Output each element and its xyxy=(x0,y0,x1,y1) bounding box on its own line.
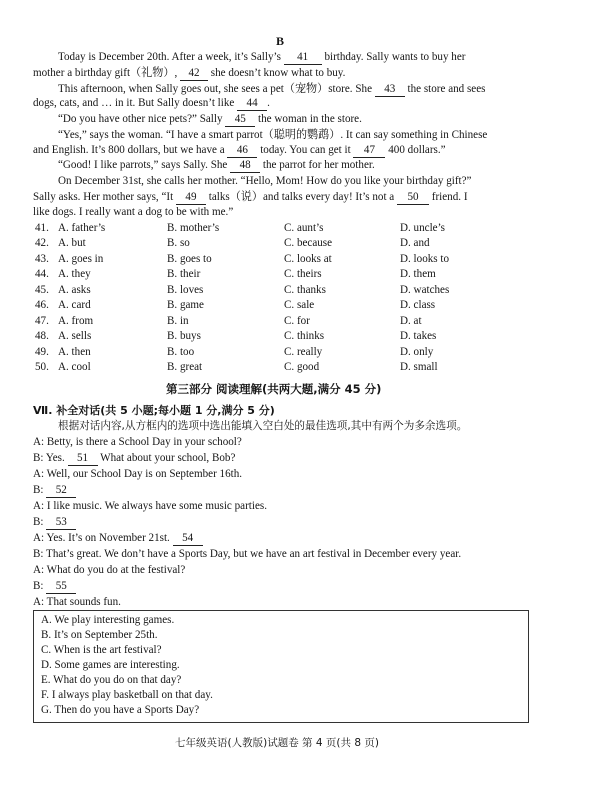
page-footer: 七年级英语(人教版)试题卷 第 4 页(共 8 页) xyxy=(175,737,379,749)
q42-num: 42. xyxy=(35,237,49,249)
dialogue-line: B: 52 xyxy=(33,484,76,498)
choice-c: C. When is the art festival? xyxy=(41,644,162,656)
blank-43: 43 xyxy=(375,84,405,97)
q48-a: A. sells xyxy=(58,330,92,342)
passage-line-9: On December 31st, she calls her mother. “Hello, Mom! How do you like your birthday gift?” xyxy=(58,175,472,187)
q48-num: 48. xyxy=(35,330,49,342)
q41-a: A. father’s xyxy=(58,222,106,234)
choice-f: F. I always play basketball on that day. xyxy=(41,689,213,701)
q41-d: D. uncle’s xyxy=(400,222,445,234)
blank-55: 55 xyxy=(46,581,76,594)
blank-47: 47 xyxy=(353,145,385,158)
q47-d: D. at xyxy=(400,315,422,327)
q44-a: A. they xyxy=(58,268,91,280)
q50-d: D. small xyxy=(400,361,438,373)
section-vii-instructions: 根据对话内容,从方框内的选项中选出能填入空白处的最佳选项,其中有两个为多余选项。 xyxy=(58,420,468,432)
passage-line-5: “Do you have other nice pets?” Sally 45 the woman in the store. xyxy=(58,113,362,125)
q50-c: C. good xyxy=(284,361,320,373)
blank-42: 42 xyxy=(180,68,208,81)
q50-num: 50. xyxy=(35,361,49,373)
blank-46: 46 xyxy=(227,145,257,158)
passage-line-8: “Good! I like parrots,” says Sally. She 48 the parrot for her mother. xyxy=(58,159,375,171)
passage-line-4: dogs, cats, and … in it. But Sally doesn’t like 44 . xyxy=(33,97,270,109)
dialogue-line: A: Well, our School Day is on September 16th. xyxy=(33,468,243,480)
passage-line-10: Sally asks. Her mother says, “It 49 talks（说）and talks every day! It’s not a 50 friend. I xyxy=(33,190,468,203)
q45-a: A. asks xyxy=(58,284,91,296)
dialogue-line: B: 53 xyxy=(33,516,76,530)
dialogue-line: A: What do you do at the festival? xyxy=(33,564,186,576)
q42-c: C. because xyxy=(284,237,333,249)
q41-c: C. aunt’s xyxy=(284,222,324,234)
section-letter: B xyxy=(276,34,285,48)
blank-51: 51 xyxy=(68,453,98,466)
q43-b: B. goes to xyxy=(167,253,212,265)
q46-a: A. card xyxy=(58,299,91,311)
q41-num: 41. xyxy=(35,222,49,234)
q49-a: A. then xyxy=(58,346,91,358)
q44-c: C. theirs xyxy=(284,268,322,280)
passage-line-7: and English. It’s 800 dollars, but we have a 46 today. You can get it 47 400 dollars.” xyxy=(33,144,446,156)
q43-num: 43. xyxy=(35,253,49,265)
q46-c: C. sale xyxy=(284,299,315,311)
q43-a: A. goes in xyxy=(58,253,104,265)
q49-c: C. really xyxy=(284,346,323,358)
q44-num: 44. xyxy=(35,268,49,280)
blank-44: 44 xyxy=(237,98,267,111)
section-vii-title: Ⅶ. 补全对话(共 5 小题;每小题 1 分,满分 5 分) xyxy=(33,404,275,417)
q47-a: A. from xyxy=(58,315,94,327)
q46-num: 46. xyxy=(35,299,49,311)
q49-num: 49. xyxy=(35,346,49,358)
blank-48: 48 xyxy=(230,160,260,173)
q42-b: B. so xyxy=(167,237,190,249)
q50-b: B. great xyxy=(167,361,203,373)
dialogue-line: B: That’s great. We don’t have a Sports Day, but we have an art festival in December every year. xyxy=(33,548,462,560)
q45-d: D. watches xyxy=(400,284,450,296)
q46-b: B. game xyxy=(167,299,204,311)
blank-45: 45 xyxy=(225,114,255,127)
choice-b: B. It’s on September 25th. xyxy=(41,629,158,641)
q47-num: 47. xyxy=(35,315,49,327)
q50-a: A. cool xyxy=(58,361,91,373)
q42-a: A. but xyxy=(58,237,86,249)
q48-b: B. buys xyxy=(167,330,201,342)
q46-d: D. class xyxy=(400,299,436,311)
q45-c: C. thanks xyxy=(284,284,326,296)
q45-num: 45. xyxy=(35,284,49,296)
blank-41: 41 xyxy=(284,52,322,65)
blank-54: 54 xyxy=(173,533,203,546)
q49-d: D. only xyxy=(400,346,434,358)
dialogue-line: A: Betty, is there a School Day in your school? xyxy=(33,436,242,448)
q47-c: C. for xyxy=(284,315,310,327)
choice-e: E. What do you do on that day? xyxy=(41,674,182,686)
passage-line-11: like dogs. I really want a dog to be with me.” xyxy=(33,206,234,218)
choices-box xyxy=(33,610,529,723)
blank-50: 50 xyxy=(397,192,429,205)
passage-line-6: “Yes,” says the woman. “I have a smart parrot（聪明的鹦鹉）. It can say something in Chinese xyxy=(58,128,488,141)
dialogue-line: B: Yes. 51 What about your school, Bob? xyxy=(33,452,236,464)
q49-b: B. too xyxy=(167,346,195,358)
passage-line-2: mother a birthday gift（礼物）, 42 she doesn’t know what to buy. xyxy=(33,66,346,79)
choice-g: G. Then do you have a Sports Day? xyxy=(41,704,200,716)
q47-b: B. in xyxy=(167,315,189,327)
q43-c: C. looks at xyxy=(284,253,332,265)
q42-d: D. and xyxy=(400,237,430,249)
q45-b: B. loves xyxy=(167,284,204,296)
dialogue-line: B: 55 xyxy=(33,580,76,594)
passage-line-3: This afternoon, when Sally goes out, she sees a pet（宠物）store. She 43 the store and sees xyxy=(58,82,486,95)
choice-d: D. Some games are interesting. xyxy=(41,659,180,671)
blank-53: 53 xyxy=(46,517,76,530)
q48-d: D. takes xyxy=(400,330,437,342)
dialogue-line: A: Yes. It’s on November 21st. 54 xyxy=(33,532,203,546)
choice-a: A. We play interesting games. xyxy=(41,614,175,626)
q41-b: B. mother’s xyxy=(167,222,220,234)
q44-d: D. them xyxy=(400,268,436,280)
q44-b: B. their xyxy=(167,268,201,280)
blank-49: 49 xyxy=(176,192,206,205)
q43-d: D. looks to xyxy=(400,253,450,265)
dialogue-line: A: I like music. We always have some music parties. xyxy=(33,500,267,512)
dialogue-line: A: That sounds fun. xyxy=(33,596,121,608)
q48-c: C. thinks xyxy=(284,330,325,342)
passage-line-1: Today is December 20th. After a week, it’s Sally’s 41 birthday. Sally wants to buy her xyxy=(58,51,466,63)
part-three-heading: 第三部分 阅读理解(共两大题,满分 45 分) xyxy=(166,382,382,396)
blank-52: 52 xyxy=(46,485,76,498)
